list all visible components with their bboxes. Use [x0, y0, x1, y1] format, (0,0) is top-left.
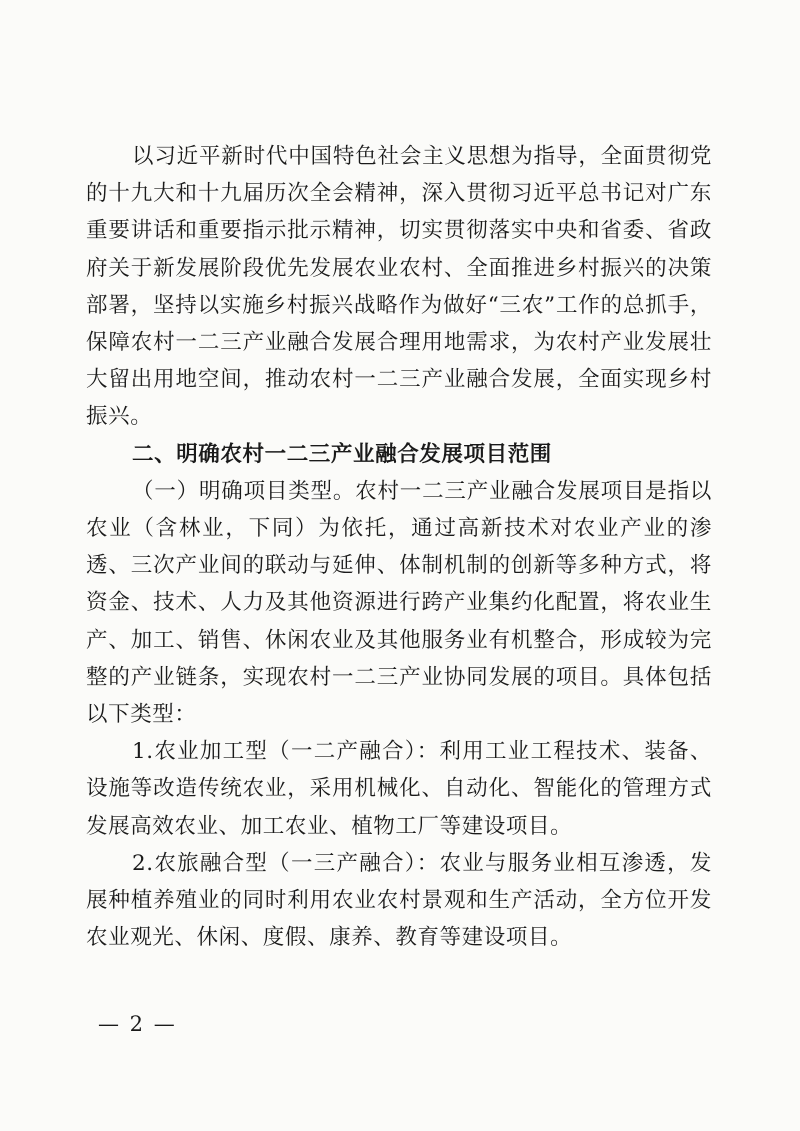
section-heading-2: 二、明确农村一二三产业融合发展项目范围	[132, 441, 552, 467]
paragraph-guiding-ideology: 以习近平新时代中国特色社会主义思想为指导，全面贯彻党的十九大和十九届历次全会精神，深入贯彻习近平总书记对广东重要讲话和重要指示批示精神，切实贯彻落实中央和省委、省政府关于新发展阶段优先发展农业农村、全面推进乡村振兴的决策部署，坚持以实施乡村振兴战略作为做好“三农”工作的总抓手，保障农村一二三产业融合发展合理用地需求，为农村产业发展壮大留出用地空间，推动农村一二三产业融合发展，全面实现乡村振兴。	[86, 144, 712, 430]
page-number: — 2 —	[98, 1012, 177, 1036]
document-body	[86, 138, 712, 956]
paragraph-agri-tourism: 2.农旅融合型（一三产融合）：农业与服务业相互渗透，发展种植养殖业的同时利用农业农村景观和生产活动，全方位开发农业观光、休闲、度假、康养、教育等建设项目。	[86, 850, 712, 951]
paragraph-agri-processing: 1.农业加工型（一二产融合）：利用工业工程技术、装备、设施等改造传统农业，采用机械化、自动化、智能化的管理方式发展高效农业、加工农业、植物工厂等建设项目。	[86, 739, 712, 839]
paragraph-project-types: （一）明确项目类型。农村一二三产业融合发展项目是指以农业（含林业，下同）为依托，通过高新技术对农业产业的渗透、三次产业间的联动与延伸、体制机制的创新等多种方式，将资金、技术、人力及其他资源进行跨产业集约化配置，将农业生产、加工、销售、休闲农业及其他服务业有机整合，形成较为完整的产业链条，实现农村一二三产业协同发展的项目。具体包括以下类型：	[86, 478, 712, 728]
